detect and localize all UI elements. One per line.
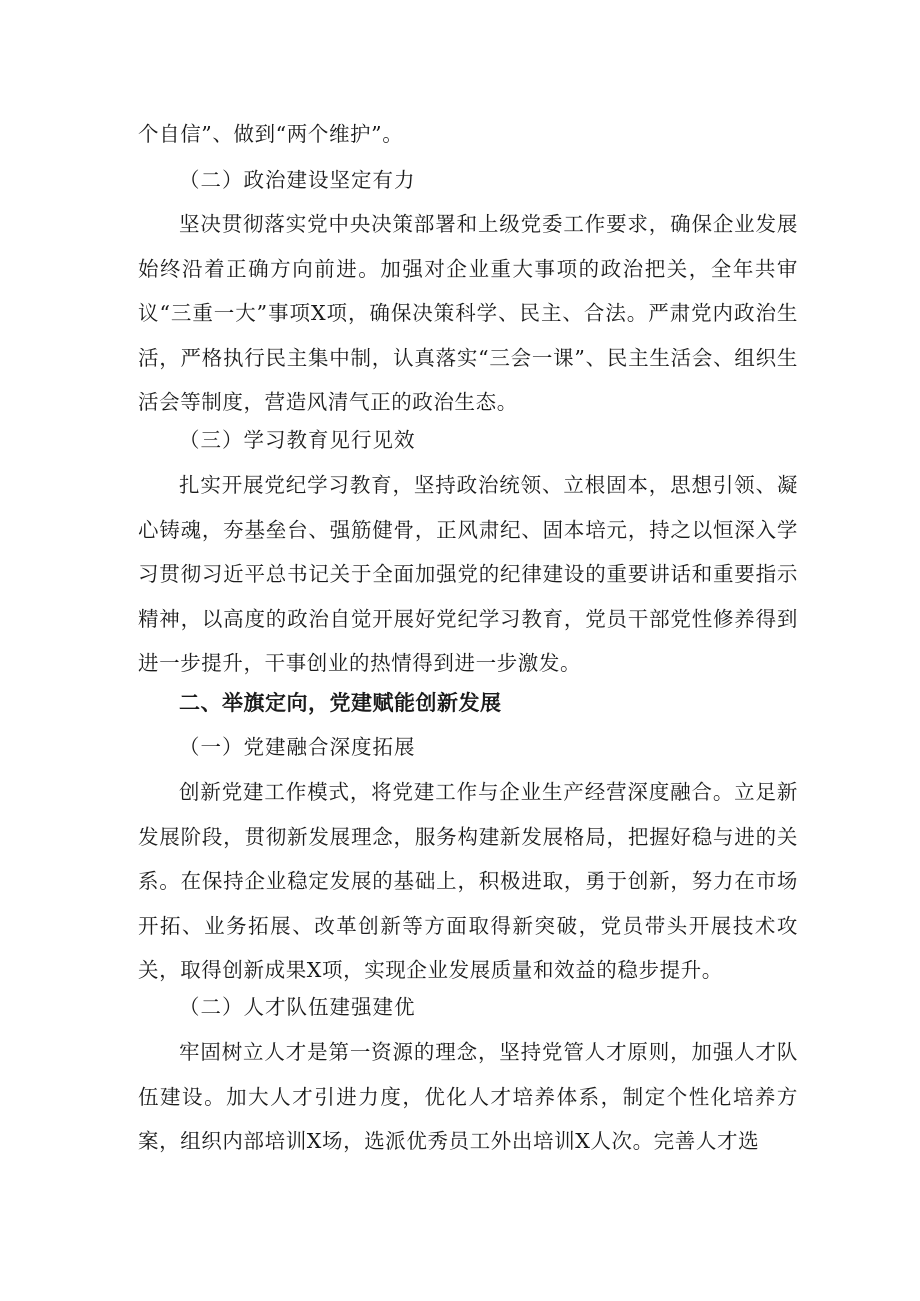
sub-heading-political-construction: （二）政治建设坚定有力	[179, 168, 416, 192]
paragraph-study-education: 扎实开展党纪学习教育，坚持政治统领、立根固本，思想引领、凝心铸魂，夯基垒台、强筋健骨，正风肃纪、固本培元，持之以恒深入学习贯彻习近平总书记关于全面加强党的纪律建设的重要讲话和重要指示精神，以高度的政治自觉开展好党纪学习教育，党员干部党性修养得到进一步提升，干事创业的热情得到进一步激发。	[138, 473, 798, 676]
sub-heading-study-education: （三）学习教育见行见效	[179, 428, 416, 452]
paragraph-talent: 牢固树立人才是第一资源的理念，坚持党管人才原则，加强人才队伍建设。加大人才引进力度，优化人才培养体系，制定个性化培养方案，组织内部培训X场，选派优秀员工外出培训X人次。完善人才选	[138, 1040, 798, 1154]
paragraph-continuation: 个自信”、做到“两个维护”。	[138, 122, 404, 146]
section-heading-innovation: 二、举旗定向，党建赋能创新发展	[179, 691, 502, 715]
paragraph-integration: 创新党建工作模式，将党建工作与企业生产经营深度融合。立足新发展阶段，贯彻新发展理念，服务构建新发展格局，把握好稳与进的关系。在保持企业稳定发展的基础上，积极进取，勇于创新，努力在市场开拓、业务拓展、改革创新等方面取得新突破，党员带头开展技术攻关，取得创新成果X项，实现企业发展质量和效益的稳步提升。	[138, 780, 798, 983]
sub-heading-integration: （一）党建融合深度拓展	[179, 735, 416, 759]
paragraph-political-construction: 坚决贯彻落实党中央决策部署和上级党委工作要求，确保企业发展始终沿着正确方向前进。加强对企业重大事项的政治把关，全年共审议“三重一大”事项X项，确保决策科学、民主、合法。严肃党内政治生活，严格执行民主集中制，认真落实“三会一课”、民主生活会、组织生活会等制度，营造风清气正的政治生态。	[138, 212, 798, 415]
sub-heading-talent: （二）人才队伍建强建优	[179, 995, 416, 1019]
